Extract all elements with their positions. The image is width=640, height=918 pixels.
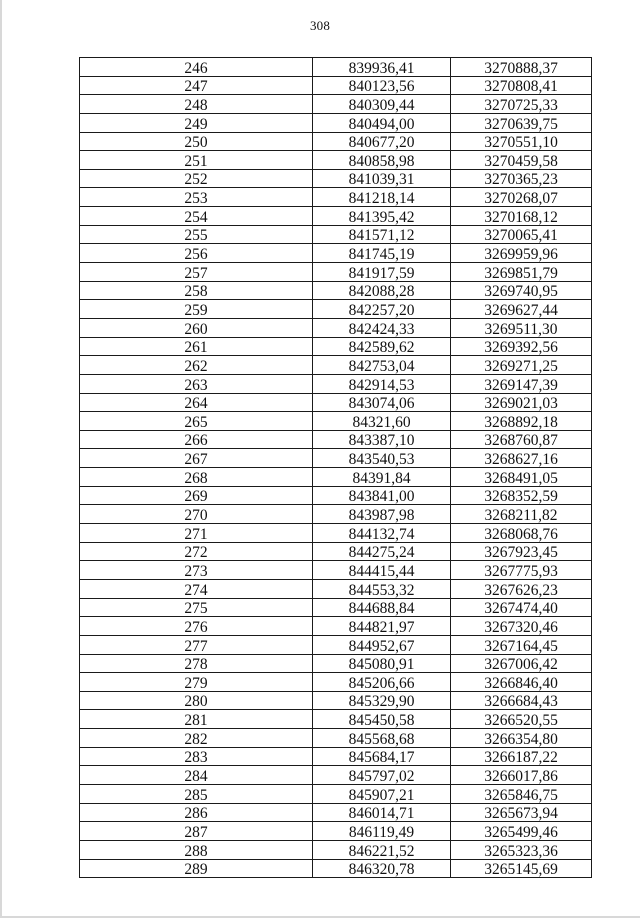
y-coordinate-cell: 3268892,18 xyxy=(451,412,592,431)
point-number-cell: 283 xyxy=(80,747,313,766)
point-number-cell: 289 xyxy=(80,859,313,878)
y-coordinate-cell: 3270268,07 xyxy=(451,188,592,207)
table-row xyxy=(80,300,592,319)
y-coordinate-cell: 3269392,56 xyxy=(451,337,592,356)
table-row xyxy=(80,505,592,524)
y-coordinate-cell: 3268352,59 xyxy=(451,486,592,505)
y-coordinate-cell: 3267164,45 xyxy=(451,635,592,654)
x-coordinate-cell: 842914,53 xyxy=(313,374,451,393)
table-row xyxy=(80,524,592,543)
point-number-cell: 280 xyxy=(80,691,313,710)
point-number-cell: 288 xyxy=(80,840,313,859)
y-coordinate-cell: 3270639,75 xyxy=(451,113,592,132)
x-coordinate-cell: 842753,04 xyxy=(313,356,451,375)
table-row xyxy=(80,151,592,170)
table-row xyxy=(80,766,592,785)
table-row xyxy=(80,840,592,859)
point-number-cell: 261 xyxy=(80,337,313,356)
x-coordinate-cell: 842257,20 xyxy=(313,300,451,319)
table-row xyxy=(80,374,592,393)
y-coordinate-cell: 3269959,96 xyxy=(451,244,592,263)
table-row xyxy=(80,710,592,729)
point-number-cell: 272 xyxy=(80,542,313,561)
left-scan-edge xyxy=(0,0,2,918)
x-coordinate-cell: 845907,21 xyxy=(313,784,451,803)
table-row xyxy=(80,803,592,822)
table-row xyxy=(80,617,592,636)
x-coordinate-cell: 843841,00 xyxy=(313,486,451,505)
y-coordinate-cell: 3267923,45 xyxy=(451,542,592,561)
table-row xyxy=(80,58,592,77)
table-row xyxy=(80,207,592,226)
y-coordinate-cell: 3267626,23 xyxy=(451,579,592,598)
y-coordinate-cell: 3268068,76 xyxy=(451,524,592,543)
table-row xyxy=(80,132,592,151)
point-number-cell: 265 xyxy=(80,412,313,431)
y-coordinate-cell: 3270888,37 xyxy=(451,58,592,77)
table-row xyxy=(80,579,592,598)
x-coordinate-cell: 844553,32 xyxy=(313,579,451,598)
x-coordinate-cell: 840309,44 xyxy=(313,95,451,114)
x-coordinate-cell: 841571,12 xyxy=(313,225,451,244)
x-coordinate-cell: 840494,00 xyxy=(313,113,451,132)
x-coordinate-cell: 843540,53 xyxy=(313,449,451,468)
y-coordinate-cell: 3268760,87 xyxy=(451,430,592,449)
table-row xyxy=(80,356,592,375)
point-number-cell: 246 xyxy=(80,58,313,77)
point-number-cell: 276 xyxy=(80,617,313,636)
x-coordinate-cell: 839936,41 xyxy=(313,58,451,77)
table-row xyxy=(80,337,592,356)
point-number-cell: 274 xyxy=(80,579,313,598)
table-row xyxy=(80,95,592,114)
point-number-cell: 267 xyxy=(80,449,313,468)
x-coordinate-cell: 845568,68 xyxy=(313,729,451,748)
table-row xyxy=(80,654,592,673)
point-number-cell: 281 xyxy=(80,710,313,729)
x-coordinate-cell: 846119,49 xyxy=(313,822,451,841)
table-row xyxy=(80,784,592,803)
x-coordinate-cell: 840858,98 xyxy=(313,151,451,170)
point-number-cell: 286 xyxy=(80,803,313,822)
y-coordinate-cell: 3268211,82 xyxy=(451,505,592,524)
y-coordinate-cell: 3265145,69 xyxy=(451,859,592,878)
point-number-cell: 284 xyxy=(80,766,313,785)
x-coordinate-cell: 843074,06 xyxy=(313,393,451,412)
x-coordinate-cell: 844415,44 xyxy=(313,561,451,580)
y-coordinate-cell: 3269511,30 xyxy=(451,318,592,337)
x-coordinate-cell: 844275,24 xyxy=(313,542,451,561)
point-number-cell: 262 xyxy=(80,356,313,375)
point-number-cell: 256 xyxy=(80,244,313,263)
x-coordinate-cell: 844688,84 xyxy=(313,598,451,617)
y-coordinate-cell: 3265846,75 xyxy=(451,784,592,803)
table-row xyxy=(80,169,592,188)
x-coordinate-cell: 841395,42 xyxy=(313,207,451,226)
y-coordinate-cell: 3267006,42 xyxy=(451,654,592,673)
page-number: 308 xyxy=(309,18,331,33)
y-coordinate-cell: 3267320,46 xyxy=(451,617,592,636)
x-coordinate-cell: 845080,91 xyxy=(313,654,451,673)
table-row xyxy=(80,113,592,132)
y-coordinate-cell: 3265323,36 xyxy=(451,840,592,859)
point-number-cell: 278 xyxy=(80,654,313,673)
table-row xyxy=(80,635,592,654)
x-coordinate-cell: 840123,56 xyxy=(313,76,451,95)
point-number-cell: 260 xyxy=(80,318,313,337)
x-coordinate-cell: 846014,71 xyxy=(313,803,451,822)
x-coordinate-cell: 844952,67 xyxy=(313,635,451,654)
point-number-cell: 282 xyxy=(80,729,313,748)
point-number-cell: 257 xyxy=(80,263,313,282)
table-row xyxy=(80,188,592,207)
coordinates-table xyxy=(79,57,592,878)
point-number-cell: 287 xyxy=(80,822,313,841)
point-number-cell: 275 xyxy=(80,598,313,617)
y-coordinate-cell: 3269627,44 xyxy=(451,300,592,319)
point-number-cell: 253 xyxy=(80,188,313,207)
point-number-cell: 264 xyxy=(80,393,313,412)
x-coordinate-cell: 846320,78 xyxy=(313,859,451,878)
table-row xyxy=(80,393,592,412)
table-row xyxy=(80,691,592,710)
table-row xyxy=(80,729,592,748)
x-coordinate-cell: 845684,17 xyxy=(313,747,451,766)
table-row xyxy=(80,598,592,617)
table-row xyxy=(80,449,592,468)
point-number-cell: 266 xyxy=(80,430,313,449)
x-coordinate-cell: 841745,19 xyxy=(313,244,451,263)
point-number-cell: 279 xyxy=(80,673,313,692)
table-row xyxy=(80,244,592,263)
point-number-cell: 255 xyxy=(80,225,313,244)
table-row xyxy=(80,430,592,449)
point-number-cell: 251 xyxy=(80,151,313,170)
table-row xyxy=(80,542,592,561)
table-row xyxy=(80,263,592,282)
point-number-cell: 250 xyxy=(80,132,313,151)
table-row xyxy=(80,468,592,487)
table-row xyxy=(80,747,592,766)
point-number-cell: 269 xyxy=(80,486,313,505)
y-coordinate-cell: 3265673,94 xyxy=(451,803,592,822)
y-coordinate-cell: 3268627,16 xyxy=(451,449,592,468)
x-coordinate-cell: 84321,60 xyxy=(313,412,451,431)
point-number-cell: 254 xyxy=(80,207,313,226)
y-coordinate-cell: 3266846,40 xyxy=(451,673,592,692)
x-coordinate-cell: 843387,10 xyxy=(313,430,451,449)
table-row xyxy=(80,822,592,841)
y-coordinate-cell: 3268491,05 xyxy=(451,468,592,487)
table-row xyxy=(80,281,592,300)
x-coordinate-cell: 846221,52 xyxy=(313,840,451,859)
x-coordinate-cell: 845329,90 xyxy=(313,691,451,710)
y-coordinate-cell: 3265499,46 xyxy=(451,822,592,841)
point-number-cell: 285 xyxy=(80,784,313,803)
y-coordinate-cell: 3269021,03 xyxy=(451,393,592,412)
x-coordinate-cell: 842088,28 xyxy=(313,281,451,300)
y-coordinate-cell: 3266684,43 xyxy=(451,691,592,710)
point-number-cell: 247 xyxy=(80,76,313,95)
y-coordinate-cell: 3269851,79 xyxy=(451,263,592,282)
x-coordinate-cell: 841917,59 xyxy=(313,263,451,282)
x-coordinate-cell: 844821,97 xyxy=(313,617,451,636)
y-coordinate-cell: 3266520,55 xyxy=(451,710,592,729)
y-coordinate-cell: 3270459,58 xyxy=(451,151,592,170)
y-coordinate-cell: 3269271,25 xyxy=(451,356,592,375)
table-row xyxy=(80,318,592,337)
y-coordinate-cell: 3270365,23 xyxy=(451,169,592,188)
y-coordinate-cell: 3270065,41 xyxy=(451,225,592,244)
point-number-cell: 268 xyxy=(80,468,313,487)
point-number-cell: 249 xyxy=(80,113,313,132)
table-row xyxy=(80,486,592,505)
y-coordinate-cell: 3270168,12 xyxy=(451,207,592,226)
y-coordinate-cell: 3269147,39 xyxy=(451,374,592,393)
x-coordinate-cell: 841218,14 xyxy=(313,188,451,207)
point-number-cell: 258 xyxy=(80,281,313,300)
y-coordinate-cell: 3270551,10 xyxy=(451,132,592,151)
table-row xyxy=(80,561,592,580)
x-coordinate-cell: 845450,58 xyxy=(313,710,451,729)
x-coordinate-cell: 844132,74 xyxy=(313,524,451,543)
point-number-cell: 248 xyxy=(80,95,313,114)
y-coordinate-cell: 3270808,41 xyxy=(451,76,592,95)
table-row xyxy=(80,673,592,692)
table-row xyxy=(80,76,592,95)
table-row xyxy=(80,859,592,878)
x-coordinate-cell: 843987,98 xyxy=(313,505,451,524)
y-coordinate-cell: 3266354,80 xyxy=(451,729,592,748)
x-coordinate-cell: 84391,84 xyxy=(313,468,451,487)
x-coordinate-cell: 845206,66 xyxy=(313,673,451,692)
coordinates-table-body xyxy=(80,58,592,878)
x-coordinate-cell: 840677,20 xyxy=(313,132,451,151)
x-coordinate-cell: 842589,62 xyxy=(313,337,451,356)
x-coordinate-cell: 845797,02 xyxy=(313,766,451,785)
point-number-cell: 277 xyxy=(80,635,313,654)
point-number-cell: 271 xyxy=(80,524,313,543)
y-coordinate-cell: 3270725,33 xyxy=(451,95,592,114)
table-row xyxy=(80,225,592,244)
point-number-cell: 263 xyxy=(80,374,313,393)
y-coordinate-cell: 3269740,95 xyxy=(451,281,592,300)
y-coordinate-cell: 3266017,86 xyxy=(451,766,592,785)
table-row xyxy=(80,412,592,431)
y-coordinate-cell: 3267775,93 xyxy=(451,561,592,580)
y-coordinate-cell: 3266187,22 xyxy=(451,747,592,766)
point-number-cell: 252 xyxy=(80,169,313,188)
point-number-cell: 259 xyxy=(80,300,313,319)
point-number-cell: 273 xyxy=(80,561,313,580)
point-number-cell: 270 xyxy=(80,505,313,524)
x-coordinate-cell: 842424,33 xyxy=(313,318,451,337)
y-coordinate-cell: 3267474,40 xyxy=(451,598,592,617)
x-coordinate-cell: 841039,31 xyxy=(313,169,451,188)
